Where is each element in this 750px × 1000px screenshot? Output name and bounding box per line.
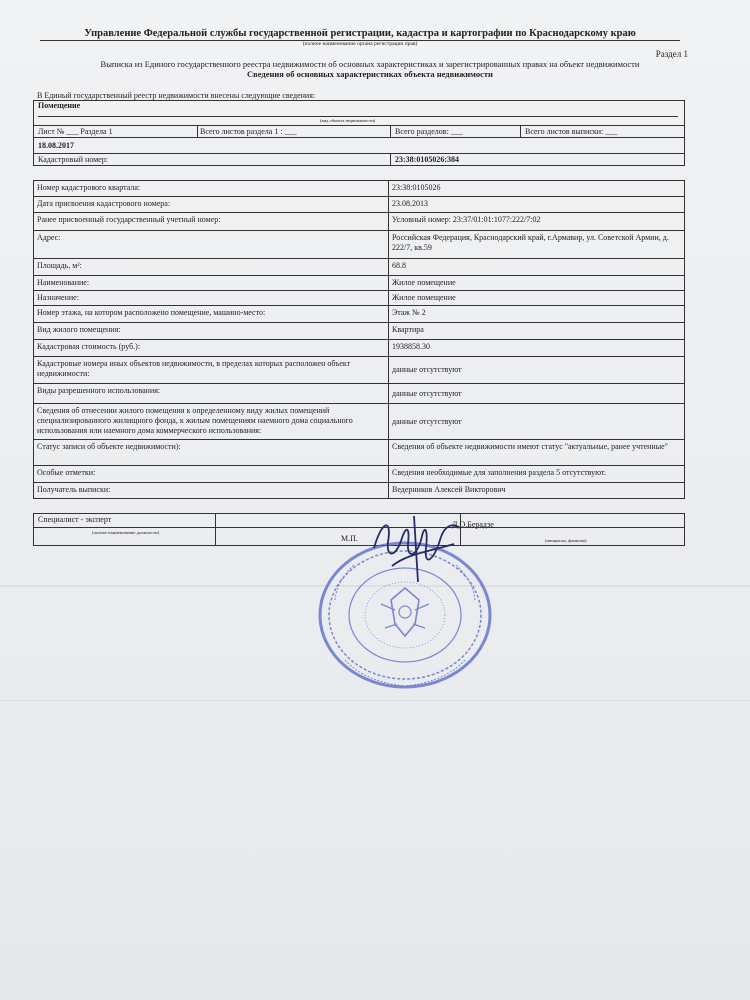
table-row [34,340,685,357]
row-label: Сведения об отнесении жилого помещения к определенному виду жилых помещений специализированного жилищного фонда, к жилым помещениям наемного дома социального использования или наемного дома коммерческого использования: [34,404,389,440]
object-type-caption: (вид объекта недвижимости) [320,118,376,123]
extract-sheets-total: Всего листов выписки: ___ [525,127,618,136]
table-row [34,384,685,404]
cadastral-number-label: Кадастровый номер: [38,155,108,164]
fold-crease [0,700,750,701]
row-label: Ранее присвоенный государственный учетный номер: [34,213,389,231]
section-sheets: Всего листов раздела 1 : ___ [200,127,297,136]
table-row [34,323,685,340]
row-value: Условный номер: 23:37/01:01:1077:222/7:02 [389,213,685,231]
sheet-divider [390,125,391,137]
signatory-divider [215,513,216,546]
cadastral-row-rule [33,153,685,154]
row-label: Номер кадастрового квартала: [34,181,389,197]
intro-text: В Единый государственный реестр недвижимости внесены следующие сведения: [37,91,316,100]
row-label: Дата присвоения кадастрового номера: [34,197,389,213]
seal-label: М.П. [341,534,358,543]
table-row [34,466,685,483]
object-type-rule [38,116,678,117]
table-row [34,440,685,466]
row-value: 23:38:0105026 [389,181,685,197]
signatory-name: Д.О.Берадзе [452,520,494,529]
signatory-rule [33,527,685,528]
table-row [34,276,685,291]
row-value: Российская Федерация, Краснодарский край, г.Армавир, ул. Советской Армии, д. 222/7, кв.59 [389,231,685,259]
table-row [34,197,685,213]
sections-total: Всего разделов: ___ [395,127,463,136]
cadastral-divider [390,153,391,166]
signatory-role: Специалист - эксперт [38,515,112,524]
table-row [34,231,685,259]
row-label: Кадастровые номера иных объектов недвижимости, в пределах которых расположен объект недвижимости: [34,357,389,384]
row-value: Жилое помещение [389,291,685,306]
table-row [34,483,685,499]
date-row-rule [33,137,685,138]
table-row [34,213,685,231]
row-value: данные отсутствуют [389,384,685,404]
row-value: Этаж № 2 [389,306,685,323]
row-label: Наименование: [34,276,389,291]
sheet-divider [197,125,198,137]
role-caption: (полное наименование должности) [92,530,159,535]
row-label: Назначение: [34,291,389,306]
row-value: Ведерников Алексей Викторович [389,483,685,499]
row-label: Получатель выписки: [34,483,389,499]
row-label: Вид жилого помещения: [34,323,389,340]
sheet-row-rule [33,125,685,126]
row-value: Сведения необходимые для заполнения раздела 5 отсутствуют. [389,466,685,483]
row-label: Статус записи об объекте недвижимости): [34,440,389,466]
sheet-number: Лист № ___ Раздела 1 [38,127,113,136]
row-value: 23.08.2013 [389,197,685,213]
table-row [34,291,685,306]
row-label: Кадастровая стоимость (руб.): [34,340,389,357]
table-row [34,181,685,197]
table-row [34,259,685,276]
authority-caption: (полное наименование органа регистрации прав) [302,41,418,47]
sheet-divider [520,125,521,137]
table-row [34,404,685,440]
row-value: Сведения об объекте недвижимости имеют статус "актуальные, ранее учтенные" [389,440,685,466]
row-label: Площадь, м²: [34,259,389,276]
row-label: Особые отметки: [34,466,389,483]
table-row [34,306,685,323]
name-caption: (инициалы, фамилия) [545,538,587,543]
row-value: данные отсутствуют [389,404,685,440]
authority-name: Управление Федеральной службы государственной регистрации, кадастра и картографии по Краснодарскому краю [84,28,636,39]
row-label: Адрес: [34,231,389,259]
row-value: данные отсутствуют [389,357,685,384]
row-value: 1938858.30 [389,340,685,357]
row-value: Квартира [389,323,685,340]
row-value: 68.8 [389,259,685,276]
row-label: Номер этажа, на котором расположено помещение, машино-место: [34,306,389,323]
characteristics-table [33,180,685,499]
cadastral-number-value: 23:38:0105026:384 [395,155,459,164]
section-label: Раздел 1 [655,49,688,59]
handwritten-signature [362,508,472,588]
table-row [34,357,685,384]
document-title: Сведения об основных характеристиках объекта недвижимости [247,69,493,79]
row-label: Виды разрешенного использования: [34,384,389,404]
extract-title: Выписка из Единого государственного реестра недвижимости об основных характеристиках и зарегистрированных правах на объект недвижимости [100,59,640,69]
row-value: Жилое помещение [389,276,685,291]
object-type: Помещение [38,101,81,110]
extract-date: 18.08.2017 [38,141,74,150]
